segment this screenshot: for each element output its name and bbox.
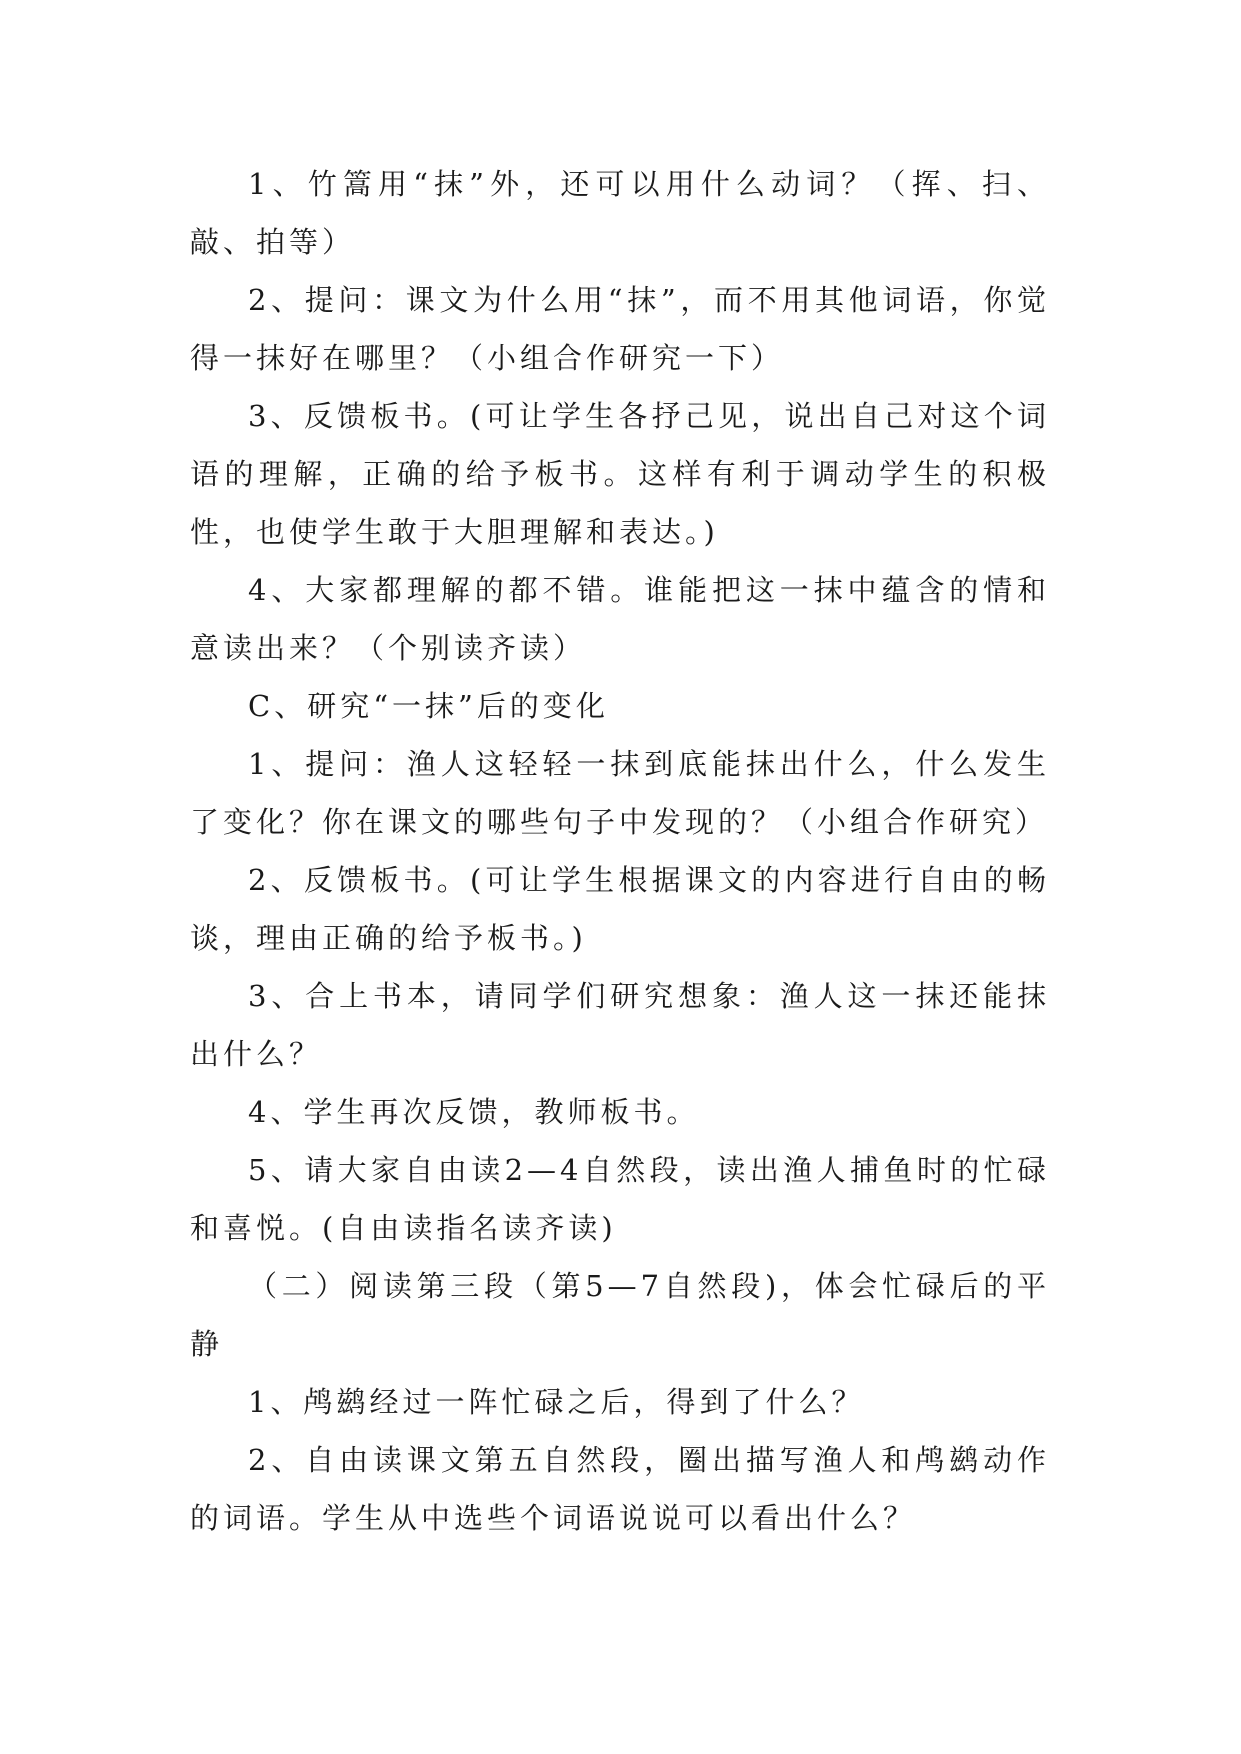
paragraph-7: 3、合上书本，请同学们研究想象：渔人这一抹还能抹出什么？: [190, 979, 1050, 1071]
paragraph-9: 5、请大家自由读2—4自然段，读出渔人捕鱼时的忙碌和喜悦。(自由读指名读齐读): [190, 1153, 1050, 1245]
paragraph-1: 1、竹篙用“抹”外，还可以用什么动词？（挥、扫、敲、拍等）: [190, 167, 1050, 259]
paragraph-6: 2、反馈板书。(可让学生根据课文的内容进行自由的畅谈，理由正确的给予板书。): [190, 863, 1050, 955]
paragraph-3: 3、反馈板书。(可让学生各抒己见，说出自己对这个词语的理解，正确的给予板书。这样有利于调动学生的积极性，也使学生敢于大胆理解和表达。): [190, 399, 1050, 549]
paragraph-5: 1、提问：渔人这轻轻一抹到底能抹出什么，什么发生了变化？你在课文的哪些句子中发现的？（小组合作研究）: [190, 747, 1050, 839]
paragraph-10: 1、鸬鹚经过一阵忙碌之后，得到了什么？: [248, 1385, 865, 1419]
paragraph-8: 4、学生再次反馈，教师板书。: [248, 1095, 700, 1129]
section-heading-2: （二）阅读第三段（第5—7自然段)，体会忙碌后的平静: [190, 1269, 1050, 1361]
paragraph-4: 4、大家都理解的都不错。谁能把这一抹中蕴含的情和意读出来？（个别读齐读）: [190, 573, 1050, 665]
section-heading-c: C、研究“一抹”后的变化: [248, 689, 609, 723]
document-body: [190, 155, 1050, 1547]
paragraph-2: 2、提问：课文为什么用“抹”，而不用其他词语，你觉得一抹好在哪里？（小组合作研究一下）: [190, 283, 1050, 375]
paragraph-11: 2、自由读课文第五自然段，圈出描写渔人和鸬鹚动作的词语。学生从中选些个词语说说可以看出什么？: [190, 1443, 1050, 1535]
